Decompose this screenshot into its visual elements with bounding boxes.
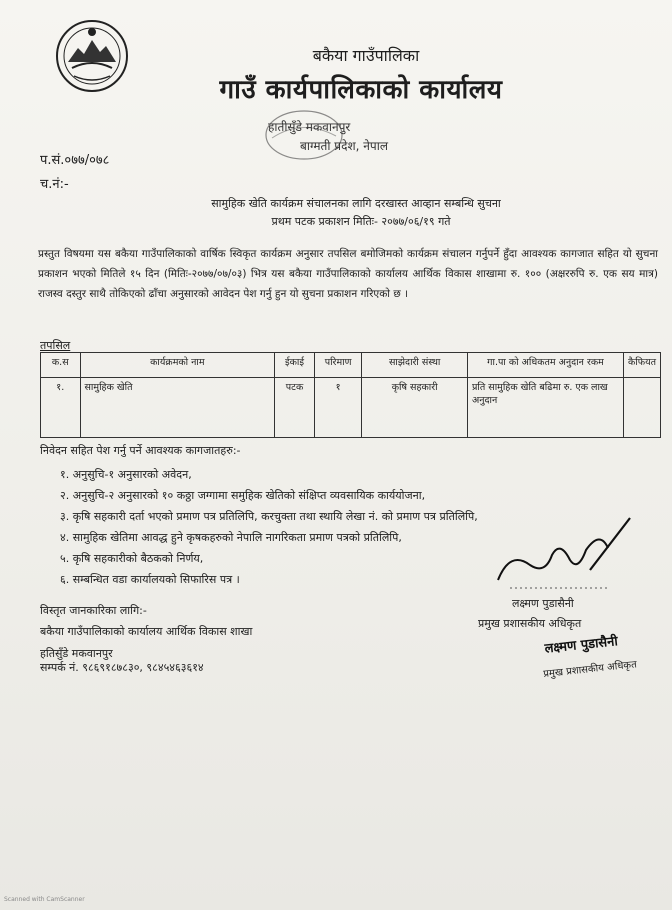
col-header-partner: साझेदारी संस्था — [362, 353, 468, 378]
address-line-1: हातीसुँडे मकवानपुर — [268, 120, 351, 134]
dispatch-number: च.नं:- — [40, 177, 69, 192]
table-header-row — [41, 353, 661, 378]
col-header-remarks: कैफियत — [623, 353, 660, 378]
cell-unit: पटक — [275, 378, 315, 438]
signatory-title: प्रमुख प्रशासकीय अधिकृत — [478, 617, 582, 630]
letter-number: प.सं.०७७/०७८ — [40, 153, 110, 168]
col-header-program: कार्यक्रमको नाम — [80, 353, 275, 378]
scanner-watermark: Scanned with CamScanner — [4, 896, 85, 903]
signatory-name: लक्ष्मण पुडासैनी — [512, 597, 574, 610]
documents-heading: निवेदन सहित पेश गर्नु पर्ने आवश्यक कागजातहरु:- — [40, 444, 241, 457]
list-item: २. अनुसुचि-२ अनुसारको १० कठ्ठा जग्गामा समुहिक खेतिको संक्षिप्त व्यवसायिक कार्ययोजना, — [60, 489, 426, 502]
stamp-title: प्रमुख प्रशासकीय अधिकृत — [542, 659, 638, 681]
cell-partner: कृषि सहकारी — [362, 378, 468, 438]
cell-remarks — [623, 378, 660, 438]
col-header-grant: गा.पा को अधिकतम अनुदान रकम — [467, 353, 623, 378]
info-office: बकैया गाउँपालिकाको कार्यालय आर्थिक विकास शाखा — [40, 625, 253, 638]
address-line-2: बाग्मती प्रदेश, नेपाल — [300, 139, 388, 153]
list-item: ३. कृषि सहकारी दर्ता भएको प्रमाण पत्र प्रतिलिपि, करचुक्ता तथा स्थायि लेखा नं. को प्रमाण पत्र प्रतिलिपि, — [60, 510, 478, 523]
list-item: ६. सम्बन्धित वडा कार्यालयको सिफारिस पत्र । — [60, 573, 240, 586]
office-title: गाउँ कार्यपालिकाको कार्यालय — [219, 75, 503, 105]
col-header-unit: ईकाई — [275, 353, 315, 378]
notice-subject: सामुहिक खेति कार्यक्रम संचालनका लागि दरखास्त आव्हान सम्बन्धि सुचना — [211, 197, 501, 210]
cell-grant: प्रति सामुहिक खेति बढिमा रु. एक लाख अनुदान — [467, 378, 623, 438]
list-item: १. अनुसुचि-१ अनुसारको अवेदन, — [60, 468, 192, 481]
list-item: ५. कृषि सहकारीको बैठकको निर्णय, — [60, 552, 204, 565]
table-label: तपसिल — [40, 339, 71, 352]
municipality-name: बकैया गाउँपालिका — [312, 46, 420, 65]
info-place: हतिसुँडे मकवानपुर — [40, 647, 113, 660]
program-table — [40, 352, 661, 438]
handwritten-signature — [490, 510, 640, 600]
col-header-quantity: परिमाण — [314, 353, 362, 378]
stamp-name: लक्ष्मण पुडासैनी — [543, 634, 619, 657]
table-row — [41, 378, 661, 438]
cell-quantity: १ — [314, 378, 362, 438]
publication-date: प्रथम पटक प्रकाशन मितिः- २०७७/०६/१९ गते — [271, 215, 451, 228]
info-heading: विस्तृत जानकारिका लागि:- — [40, 604, 147, 617]
list-item: ४. सामुहिक खेतिमा आवद्ध हुने कृषकहरुको नेपालि नागरिकता प्रमाण पत्रको प्रतिलिपि, — [60, 531, 402, 544]
name-stamp — [516, 624, 666, 694]
col-header-sn: क.स — [41, 353, 81, 378]
notice-body: प्रस्तुत विषयमा यस बकैया गाउँपालिकाको वार्षिक स्विकृत कार्यक्रम अनुसार तपसिल बमोजिमको कार्यक्रम संचालन गर्नुपर्ने हुँदा आवश्यक कागजात सहित यो सुचना प्रकाशन भएको मितिले १५ दिन (मितिः-२०७७/०७/०३) भित्र यस बकैया गाउँपालिकाको कार्यालय आर्थिक विकास शाखामा रु. १०० (अक्षररुपि रु. एक सय मात्र) राजस्व दस्तुर साथै तोकिएको ढाँचा अनुसारको आवेदन पेश गर्नु हुन यो सुचना प्रकाशन गरिएको छ । — [38, 248, 658, 300]
contact-phone: सम्पर्क नं. ९८६९१८७८३०, ९८४५४६३६१४ — [40, 661, 204, 674]
cell-sn: १. — [41, 378, 81, 438]
cell-program: सामुहिक खेति — [80, 378, 275, 438]
